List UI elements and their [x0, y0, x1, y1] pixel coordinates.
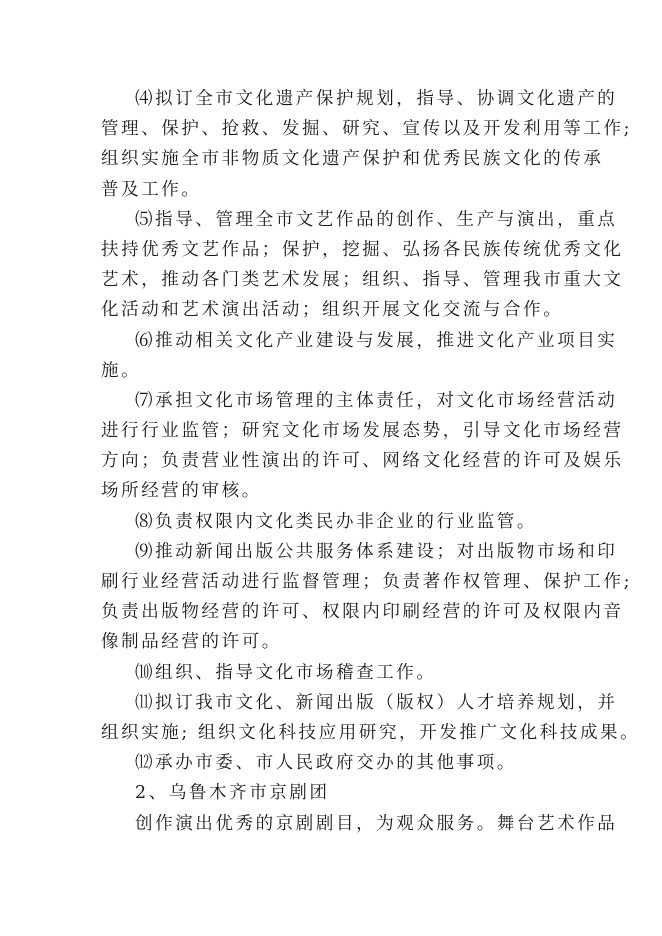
paragraph-item-12 — [101, 748, 563, 778]
text-line: 组织实施; 组织文化科技应用研究，开发推广文化科技成果。 — [101, 722, 641, 743]
paragraph-item-8 — [101, 507, 563, 537]
text-line: 像制品经营的许可。 — [101, 632, 282, 653]
paragraph-item-4 — [101, 84, 633, 205]
paragraph-item-11 — [101, 688, 641, 748]
paragraph-item-9 — [101, 537, 633, 658]
document-page — [101, 84, 641, 839]
text-line: ⑹推动相关文化产业建设与发展，推进文化产业项目实 — [135, 330, 618, 351]
text-line: ⑾拟订我市文化、新闻出版（版权）人才培养规划，并 — [135, 692, 618, 713]
paragraph-item-5 — [101, 205, 624, 326]
text-line: 进行行业监管；研究文化市场发展态势，引导文化市场经营 — [101, 421, 624, 442]
text-line: 管理、保护、抢救、发掘、研究、宣传以及开发利用等工作; — [101, 119, 633, 140]
text-line: ⑺承担文化市场管理的主体责任，对文化市场经营活动 — [135, 390, 618, 411]
text-line: ⑸指导、管理全市文艺作品的创作、生产与演出，重点 — [135, 209, 618, 230]
text-line: 2、乌鲁木齐市京剧团 — [135, 783, 330, 804]
paragraph-body — [101, 809, 618, 839]
paragraph-item-10 — [101, 658, 563, 688]
text-line: ⑼推动新闻出版公共服务体系建设；对出版物市场和印 — [135, 541, 618, 562]
text-line: ⑷拟订全市文化遗产保护规划，指导、协调文化遗产的 — [135, 89, 618, 109]
paragraph-item-7 — [101, 386, 624, 507]
paragraph-item-6 — [101, 326, 618, 386]
text-line: 负责出版物经营的许可、权限内印刷经营的许可及权限内音 — [101, 602, 624, 623]
text-line: 场所经营的审核。 — [101, 481, 262, 502]
text-line: ⑻负责权限内文化类民办非企业的行业监管。 — [135, 511, 537, 532]
text-line: 组织实施全市非物质文化遗产保护和优秀民族文化的传承 — [101, 149, 604, 170]
text-line: 艺术，推动各门类艺术发展；组织、指导、管理我市重大文 — [101, 270, 624, 291]
text-line: 化活动和艺术演出活动；组织开展文化交流与合作。 — [101, 300, 564, 321]
section-heading — [101, 778, 563, 808]
text-line: ⑿承办市委、市人民政府交办的其他事项。 — [135, 753, 517, 774]
text-line: 方向；负责营业性演出的许可、网络文化经营的许可及娱乐 — [101, 451, 624, 472]
text-line: 普及工作。 — [101, 179, 202, 200]
text-line: ⑽组织、指导文化市场稽查工作。 — [135, 662, 437, 683]
text-line: 刷行业经营活动进行监督管理；负责著作权管理、保护工作; — [101, 572, 633, 592]
text-line: 施。 — [101, 360, 142, 381]
text-line: 创作演出优秀的京剧剧目，为观众服务。舞台艺术作品 — [135, 813, 618, 834]
text-line: 扶持优秀文艺作品；保护，挖掘、弘扬各民族传统优秀文化 — [101, 239, 624, 260]
